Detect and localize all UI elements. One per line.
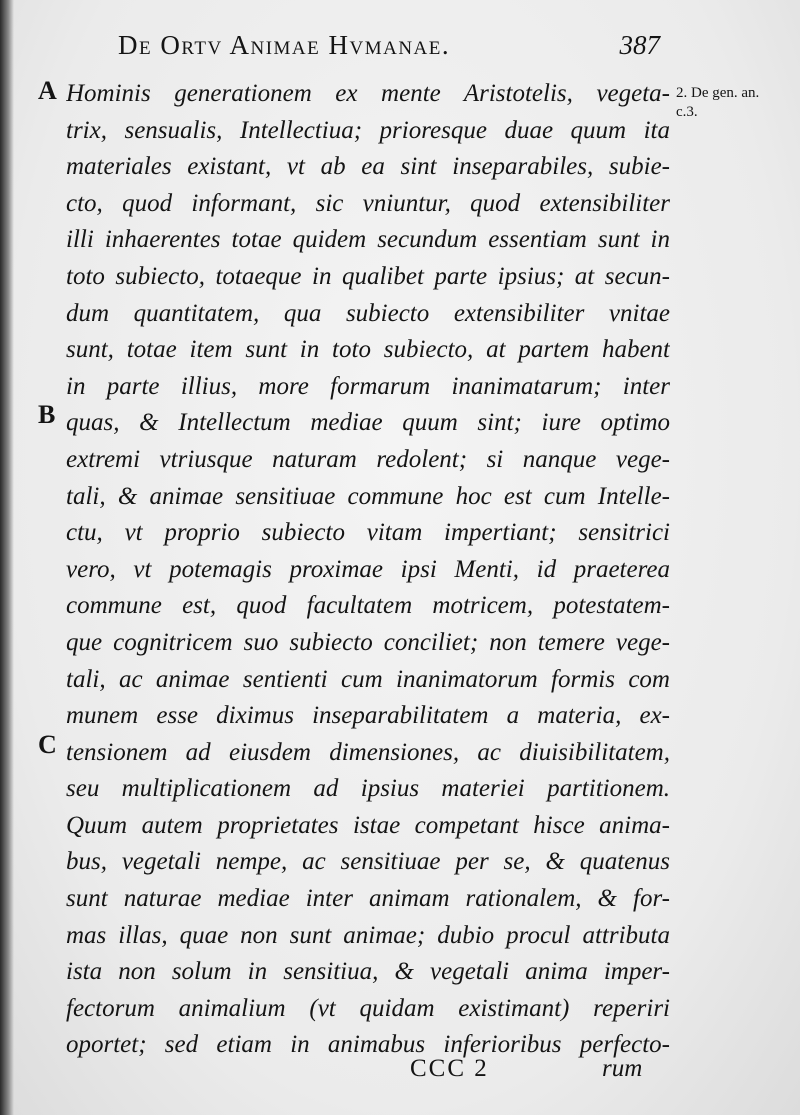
text-line: tali, & animae sensitiuae commune hoc est cum Intelle-: [66, 482, 670, 510]
text-line: que cognitricem suo subiecto conciliet; non temere vege-: [66, 628, 670, 656]
text-line: bus, vegetali nempe, ac sensitiuae per se, & quatenus: [66, 848, 670, 876]
page-number: 387: [619, 30, 660, 60]
text-line: sunt, totae item sunt in toto subiecto, at partem habent: [66, 336, 670, 364]
text-line: sunt naturae mediae inter animam rationalem, & for-: [66, 885, 670, 913]
text-line: dum quantitatem, qua subiecto extensibiliter vnitae: [66, 299, 670, 327]
text-line: trix, sensualis, Intellectiua; prioresque duae quum ita: [66, 116, 670, 144]
text-line: ista non solum in sensitiua, & vegetali anima imper-: [66, 958, 670, 986]
page-gutter-shadow: [0, 0, 14, 1115]
text-line: seu multiplicationem ad ipsius materiei partitionem.: [66, 775, 670, 803]
text-line: quas, & Intellectum mediae quum sint; iure optimo: [66, 409, 670, 437]
signature-mark: CCC 2: [410, 1055, 489, 1082]
margin-note: 2. De gen. an. c.3.: [676, 85, 760, 120]
catchword: rum: [602, 1055, 643, 1082]
text-line: toto subiecto, totaeque in qualibet parte ipsius; at secun-: [66, 262, 670, 290]
text-line: munem esse diximus inseparabilitatem a materia, ex-: [66, 702, 670, 730]
text-line: extremi vtriusque naturam redolent; si nanque vege-: [66, 445, 670, 473]
section-letter-c: C: [38, 730, 57, 759]
section-letter-b: B: [38, 400, 56, 429]
text-line: Quum autem proprietates istae competant hisce anima-: [66, 811, 670, 839]
section-letter-a: A: [38, 76, 57, 105]
text-line: Hominis generationem ex mente Aristotelis, vegeta-: [66, 80, 670, 107]
text-line: illi inhaerentes totae quidem secundum essentiam sunt in: [66, 226, 670, 254]
text-line: materiales existant, vt ab ea sint inseparabiles, subie-: [66, 153, 670, 181]
running-title: De Ortv Animae Hvmanae.: [118, 30, 451, 60]
text-line: in parte illius, more formarum inanimatarum; inter: [66, 372, 670, 400]
text-line: mas illas, quae non sunt animae; dubio procul attributa: [66, 921, 670, 949]
text-line: vero, vt potemagis proximae ipsi Menti, id praeterea: [66, 555, 670, 583]
text-line: fectorum animalium (vt quidam existimant) reperiri: [66, 994, 670, 1022]
text-line: commune est, quod facultatem motricem, potestatem-: [66, 592, 670, 620]
text-line: tensionem ad eiusdem dimensiones, ac diuisibilitatem,: [66, 738, 670, 766]
text-line: cto, quod informant, sic vniuntur, quod extensibiliter: [66, 189, 670, 217]
running-header: [118, 30, 678, 70]
text-line: tali, ac animae sentienti cum inanimatorum formis com: [66, 665, 670, 693]
text-line: ctu, vt proprio subiecto vitam impertiant; sensitrici: [66, 519, 670, 547]
text-line: oportet; sed etiam in animabus inferioribus perfecto-: [66, 1031, 670, 1059]
body-text: [66, 76, 670, 1064]
